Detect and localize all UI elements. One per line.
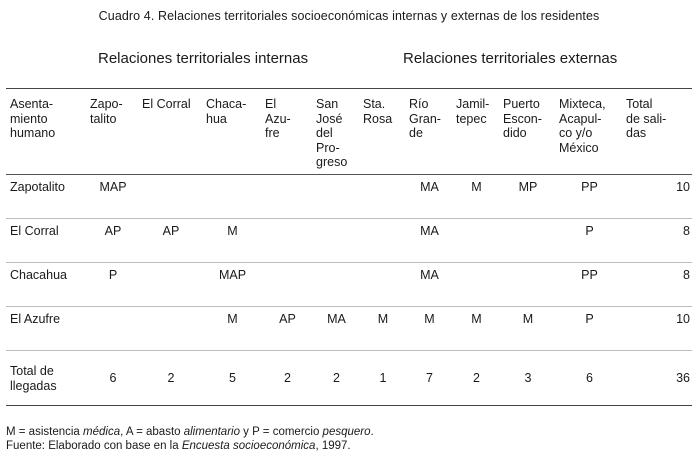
column-header: Sta. Rosa [359,89,405,175]
column-header: El Corral [138,89,202,175]
table-cell [261,262,312,306]
table-row [6,218,692,262]
table-cell: MA [405,262,452,306]
row-label: Chacahua [6,262,86,306]
source-text: , 1997. [315,440,351,452]
table-cell [499,262,555,306]
table-cell: M [499,306,555,350]
table-cell: M [452,174,499,218]
table-cell: 2 [167,371,175,386]
table-cell [202,174,261,218]
row-total: 10 [622,306,692,350]
table-notes [6,425,374,453]
table-cell [138,262,202,306]
table-cell: P [555,218,622,262]
column-header: El Azu- fre [261,89,312,175]
table-cell [499,218,555,262]
table-cell: MA [405,174,452,218]
table-cell: M [202,306,261,350]
table-cell [359,262,405,306]
legend-note [6,425,374,439]
table-cell [452,218,499,262]
table-cell [261,174,312,218]
table-cell [359,174,405,218]
table-cell: M [202,218,261,262]
legend-text: . [370,426,374,438]
column-header: Total de sali- das [622,89,692,175]
source-title: Encuesta socioeconómica [181,440,316,452]
row-label: Zapotalito [6,174,86,218]
legend-p-term: pesquero [322,426,371,438]
table-cell [452,262,499,306]
row-total: 36 [676,371,690,386]
external-relations-title: Relaciones territoriales externas [403,50,618,67]
table-row [6,174,692,218]
legend-m-term: médica [83,426,121,438]
column-header: Jamil- tepec [452,89,499,175]
table-cell: 6 [586,371,593,386]
relations-table [6,88,692,406]
table-cell [138,306,202,350]
legend-text: y P = comercio [239,426,323,438]
table-cell: MA [312,306,359,350]
totals-label: Total de llegadas [10,364,57,393]
legend-text: , A = abasto [120,426,184,438]
table-caption: Cuadro 4. Relaciones territoriales socioeconómicas internas y externas de los residentes [98,9,600,23]
totals-row [6,350,692,405]
source-text: Fuente: Elaborado con base en la [6,440,182,452]
header-row [6,89,692,175]
legend-text: M = asistencia [6,426,84,438]
table-cell: AP [261,306,312,350]
table-cell: P [555,306,622,350]
table-cell [312,174,359,218]
table-cell: MAP [86,174,138,218]
table-cell: 1 [379,371,387,386]
table-cell [312,218,359,262]
column-header: Mixteca, Acapul- co y/o México [555,89,622,175]
table-cell: P [86,262,138,306]
table-cell: 3 [524,371,532,386]
table-cell: MA [405,218,452,262]
table-cell [261,218,312,262]
table-cell [138,174,202,218]
table-cell: 7 [426,371,433,386]
table-row [6,306,692,350]
table-cell: PP [555,174,622,218]
column-header: Puerto Escon- dido [499,89,555,175]
table-cell: M [452,306,499,350]
table-row [6,262,692,306]
table-cell [86,306,138,350]
table-cell: MP [499,174,555,218]
source-note [6,439,374,453]
table-cell: PP [555,262,622,306]
table-cell: M [405,306,452,350]
table-cell: AP [86,218,138,262]
column-header: Zapo- talito [86,89,138,175]
row-total: 8 [622,218,692,262]
table-cell: 2 [473,371,480,386]
table-cell: MAP [202,262,261,306]
row-label: El Corral [6,218,86,262]
column-header: San José del Pro- greso [312,89,359,175]
internal-relations-title: Relaciones territoriales internas [98,50,309,67]
table-cell [312,262,359,306]
table-cell: M [359,306,405,350]
table-cell: 6 [109,371,117,386]
row-total: 8 [622,262,692,306]
column-header: Chaca- hua [202,89,261,175]
table-cell: 2 [333,371,340,386]
table-cell [359,218,405,262]
table-cell: 2 [284,371,291,386]
legend-a-term: alimentario [183,426,240,438]
table-cell: 5 [229,371,236,386]
row-total: 10 [622,174,692,218]
header-settlement: Asenta- miento humano [6,89,86,175]
table-cell: AP [138,218,202,262]
column-header: Río Gran- de [405,89,452,175]
row-label: El Azufre [6,306,86,350]
